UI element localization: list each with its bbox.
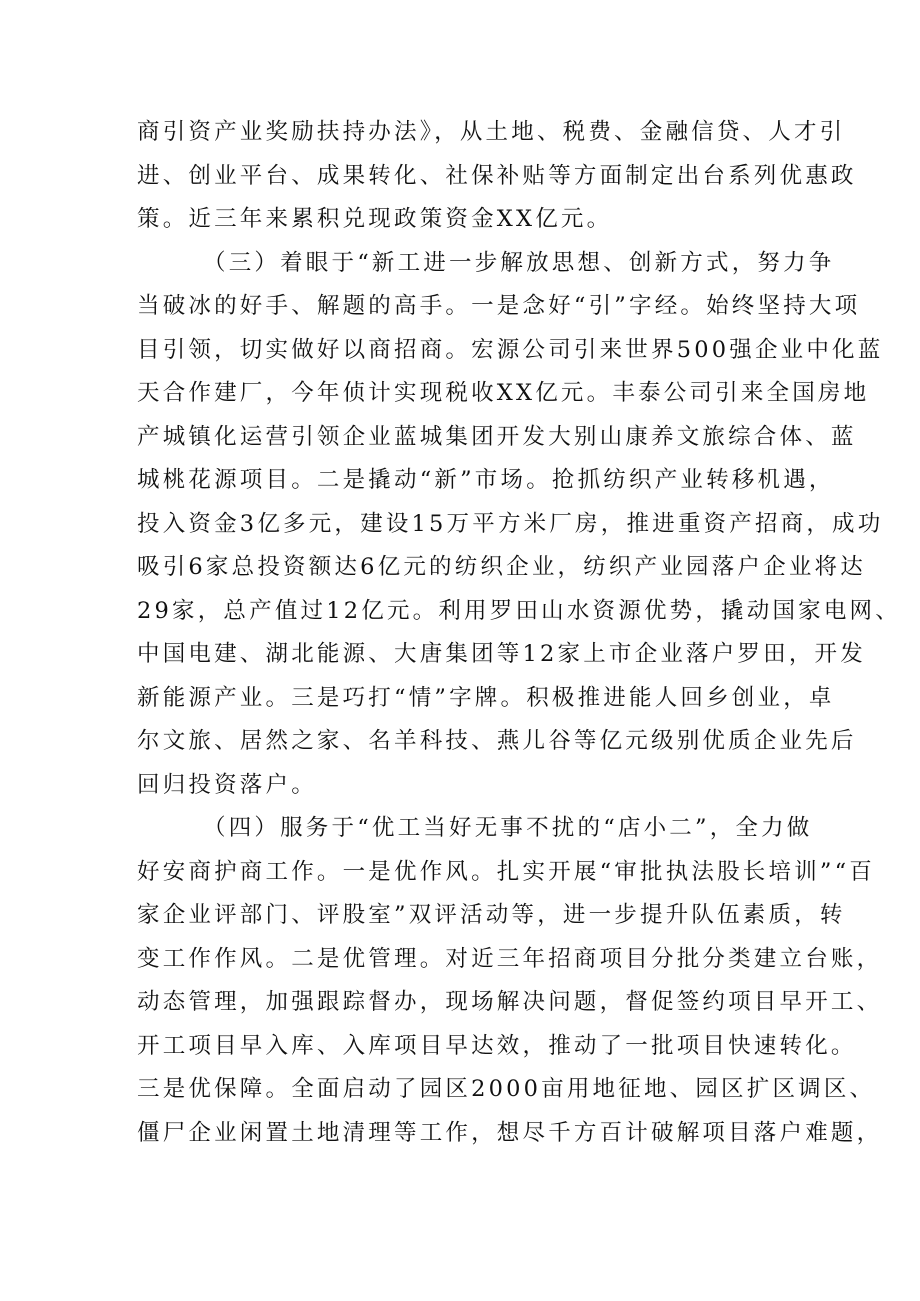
text-line-12: 29家，总产值过12亿元。利用罗田山水资源优势，撬动国家电网、 <box>137 598 901 624</box>
section-heading-4: （四）服务于“优工当好无事不扰的“店小二”，全力做 <box>203 815 813 841</box>
text-line-13: 中国电建、湖北能源、大唐集团等12家上市企业落户罗田，开发 <box>137 641 866 667</box>
text-line-21: 动态管理，加强跟踪督办，现场解决问题，督促签约项目早开工、 <box>137 989 883 1015</box>
text-line-2: 进、创业平台、成果转化、社保补贴等方面制定出台系列优惠政 <box>137 163 857 189</box>
text-line-8: 产城镇化运营引领企业蓝城集团开发大别山康养文旅综合体、蓝 <box>137 424 857 450</box>
text-line-6: 目引领，切实做好以商招商。宏源公司引来世界500强企业中化蓝 <box>137 337 884 363</box>
text-line-16: 回归投资落户。 <box>137 772 317 798</box>
text-line-24: 僵尸企业闲置土地清理等工作，想尽千方百计破解项目落户难题， <box>137 1120 883 1146</box>
text-line-7: 天合作建厂，今年侦计实现税收XX亿元。丰泰公司引来全国房地 <box>137 380 870 406</box>
text-line-19: 家企业评部门、评股室”双评活动等，进一步提升队伍素质，转 <box>137 902 846 928</box>
text-line-1: 商引资产业奖励扶持办法》，从土地、税费、金融信贷、人才引 <box>137 119 846 145</box>
text-line-11: 吸引6家总投资额达6亿元的纺织企业，纺织产业园落户企业将达 <box>137 554 866 580</box>
text-line-23: 三是优保障。全面启动了园区2000亩用地征地、园区扩区调区、 <box>137 1076 876 1102</box>
text-line-18: 好安商护商工作。一是优作风。扎实开展“审批执法股长培训”“百 <box>137 859 876 885</box>
text-line-20: 变工作作风。二是优管理。对近三年招商项目分批分类建立台账， <box>137 946 883 972</box>
text-line-10: 投入资金3亿多元，建设15万平方米厂房，推进重资产招商，成功 <box>137 511 884 537</box>
text-line-5: 当破冰的好手、解题的高手。一是念好“引”字经。始终坚持大项 <box>137 293 861 319</box>
text-line-15: 尔文旅、居然之家、名羊科技、燕儿谷等亿元级别优质企业先后 <box>137 728 857 754</box>
text-line-22: 开工项目早入库、入库项目早达效，推动了一批项目快速转化。 <box>137 1033 857 1059</box>
text-line-9: 城桃花源项目。二是撬动“新”市场。抢抓纺织产业转移机遇， <box>137 467 835 493</box>
text-line-3: 策。近三年来累积兑现政策资金XX亿元。 <box>137 206 613 232</box>
text-line-14: 新能源产业。三是巧打“情”字牌。积极推进能人回乡创业，卓 <box>137 685 835 711</box>
section-heading-3: （三）着眼于“新工进一步解放思想、创新方式，努力争 <box>203 250 835 276</box>
